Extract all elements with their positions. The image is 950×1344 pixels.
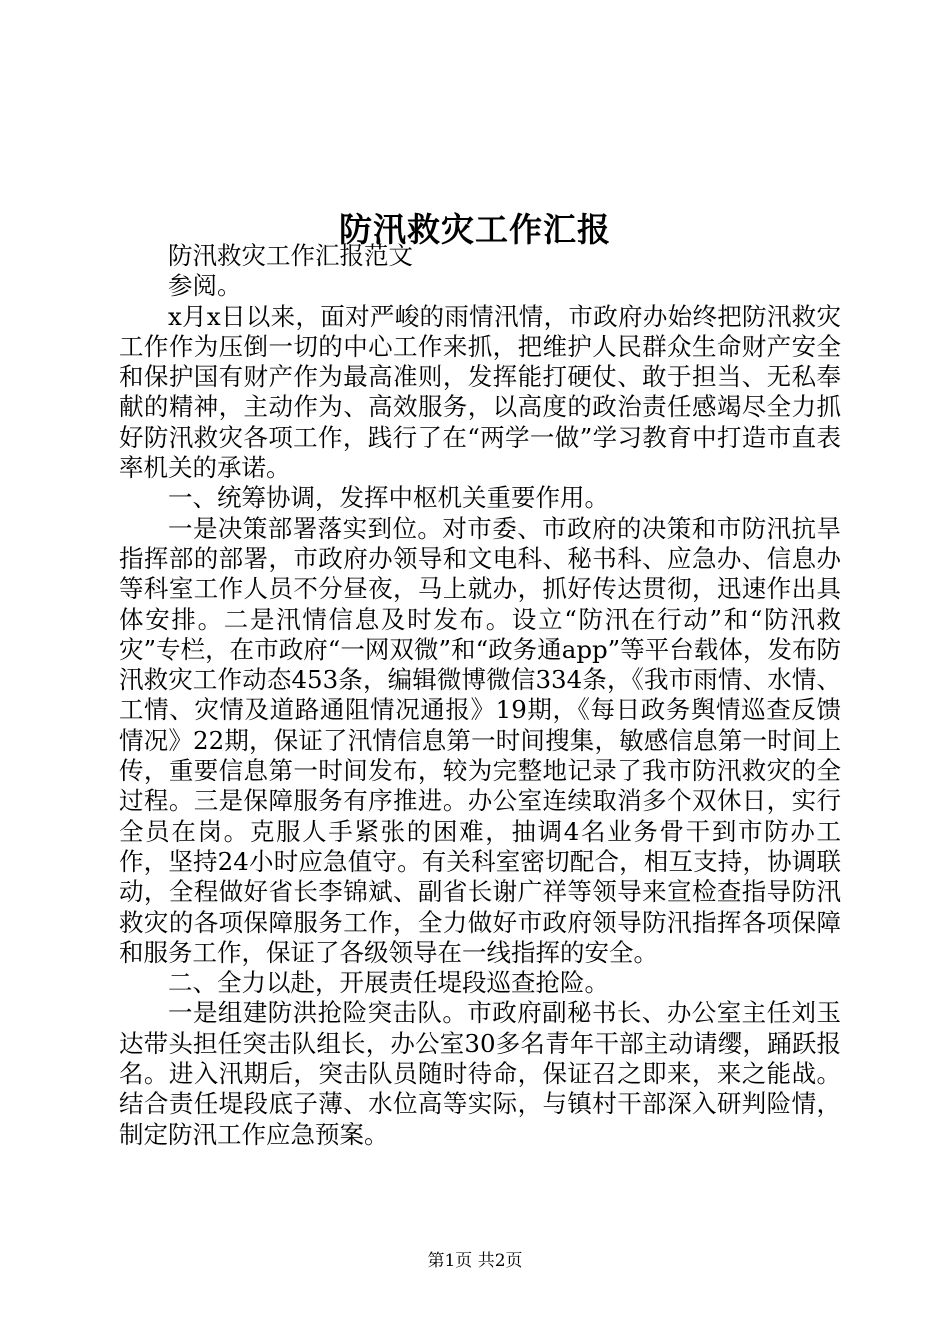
paragraph-section-2: 一是组建防洪抢险突击队。市政府副秘书长、办公室主任刘玉达带头担任突击队组长，办公室30多名青年干部主动请缨，踊跃报名。进入汛期后，突击队员随时待命，保证召之即来，来之能战。结合责任堤段底子薄、水位高等实际，与镇村干部深入研判险情，制定防汛工作应急预案。 — [119, 998, 841, 1149]
paragraph-reference: 参阅。 — [168, 271, 242, 301]
page-number-footer: 第1页 共2页 — [427, 1251, 523, 1271]
document-body — [119, 241, 841, 1150]
paragraph-subtitle: 防汛救灾工作汇报范文 — [168, 241, 413, 270]
paragraph-section-1: 一是决策部署落实到位。对市委、市政府的决策和市防汛抗旱指挥部的部署，市政府办领导和文电科、秘书科、应急办、信息办等科室工作人员不分昼夜，马上就办，抓好传达贯彻，迅速作出具体安排。二是汛情信息及时发布。设立“防汛在行动”和“防汛救灾”专栏，在市政府“一网双微”和“政务通app”等平台载体，发布防汛救灾工作动态453条，编辑微博微信334条，《我市雨情、水情、工情、灾情及道路通阻情况通报》19期，《每日政务舆情巡查反馈情况》22期，保证了汛情信息第一时间搜集，敏感信息第一时间上传，重要信息第一时间发布，较为完整地记录了我市防汛救灾的全过程。三是保障服务有序推进。办公室连续取消多个双休日，实行全员在岗。克服人手紧张的困难，抽调4名业务骨干到市防办工作，坚持24小时应急值守。有关科室密切配合，相互支持，协调联动，全程做好省长李锦斌、副省长谢广祥等领导来宣检查指导防汛救灾的各项保障服务工作，全力做好市政府领导防汛指挥各项保障和服务工作，保证了各级领导在一线指挥的安全。 — [119, 513, 841, 967]
section-heading-1: 一、统筹协调，发挥中枢机关重要作用。 — [168, 483, 609, 513]
document-title: 防汛救灾工作汇报 — [339, 210, 611, 250]
paragraph-intro: x月x日以来，面对严峻的雨情汛情，市政府办始终把防汛救灾工作作为压倒一切的中心工作来抓，把维护人民群众生命财产安全和保护国有财产作为最高准则，发挥能打硬仗、敢于担当、无私奉献的精神，主动作为、高效服务，以高度的政治责任感竭尽全力抓好防汛救灾各项工作，践行了在“两学一做”学习教育中打造市直表率机关的承诺。 — [119, 301, 841, 483]
section-heading-2: 二、全力以赴，开展责任堤段巡查抢险。 — [168, 968, 609, 998]
